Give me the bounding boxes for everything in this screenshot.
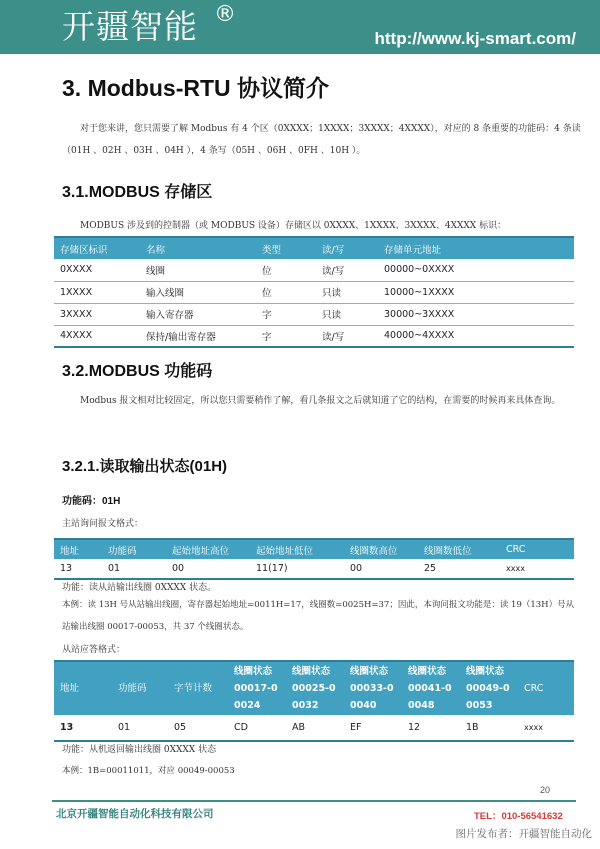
section-3-2-1-heading: 3.2.1.读取输出状态(01H) <box>62 458 228 475</box>
table-cell: 只读 <box>316 281 378 303</box>
table-cell: 0XXXX <box>54 259 140 281</box>
header-line: 00025-0 <box>292 683 336 694</box>
table-header-cell: 读/写 <box>316 237 378 259</box>
query-example-text: 本例：读 13H 号从站输出线圈，寄存器起始地址=0011H=17，线圈数=0025H=37；因此，本询问报文功能是：读 19（13H）号从站输出线圈 00017-00053，共 37 个线圈状态。 <box>62 600 575 632</box>
table-cell: 1B <box>460 715 518 741</box>
header-line: 0040 <box>350 700 377 711</box>
query-frame-table <box>54 538 574 580</box>
table-header-cell: 线圈数低位 <box>418 539 500 559</box>
table-cell: 10000~1XXXX <box>378 281 574 303</box>
table-header-cell: 线圈数高位 <box>344 539 418 559</box>
table-cell: 11(17) <box>250 559 344 579</box>
table-cell: 读/写 <box>316 325 378 347</box>
section-3-2-text: Modbus 报文相对比较固定，所以您只需要稍作了解，看几条报文之后就知道了它的结构，在需要的时候再来具体查询。 <box>80 396 561 406</box>
table-header-cell: 起始地址低位 <box>250 539 344 559</box>
table-row <box>54 715 574 741</box>
table-row <box>54 281 574 303</box>
storage-area-table <box>54 236 574 348</box>
table-header-cell: 存储单元地址 <box>378 237 574 259</box>
table-cell: 输入寄存器 <box>140 303 256 325</box>
table-header-cell: 名称 <box>140 237 256 259</box>
table-cell: 01 <box>112 715 168 741</box>
table-cell: 00000~0XXXX <box>378 259 574 281</box>
table-cell: 输入线圈 <box>140 281 256 303</box>
header-line: 线圈状态 <box>292 666 331 677</box>
table-cell: 4XXXX <box>54 325 140 347</box>
footer-company-name: 北京开疆智能自动化科技有限公司 <box>56 808 214 820</box>
table-cell: xxxx <box>500 559 574 579</box>
brand-name: 开疆智能 <box>62 7 198 46</box>
section-3-1-heading: 3.1.MODBUS 存储区 <box>62 184 213 201</box>
section-3-1-text: MODBUS 涉及到的控制器（或 MODBUS 设备）存储区以 0XXXX、1XXXX、3XXXX、4XXXX 标识： <box>80 221 507 231</box>
page-number: 20 <box>540 785 551 795</box>
publisher-watermark: 图片发布者：开疆智能自动化 <box>455 828 592 840</box>
table-cell: 字 <box>256 325 316 347</box>
header-line: 0032 <box>292 700 319 711</box>
table-cell: CD <box>228 715 286 741</box>
table-header-row <box>54 539 574 559</box>
query-function-text: 功能：读从站输出线圈 0XXXX 状态。 <box>62 583 217 593</box>
registered-mark: ® <box>214 2 236 27</box>
table-header-cell: 类型 <box>256 237 316 259</box>
header-line: 00017-0 <box>234 683 278 694</box>
table-header-cell: CRC <box>500 539 574 559</box>
reply-function-text: 功能：从机返回输出线圈 0XXXX 状态 <box>62 745 217 755</box>
table-header-cell <box>402 661 460 715</box>
reply-example-text: 本例：1B=00011011，对应 00049-00053 <box>62 766 235 776</box>
table-row <box>54 325 574 347</box>
table-header-row <box>54 237 574 259</box>
table-header-cell: CRC <box>518 661 574 715</box>
function-code-label: 功能码：01H <box>62 496 121 507</box>
table-cell: 13 <box>54 559 102 579</box>
table-cell: 25 <box>418 559 500 579</box>
table-header-cell: 功能码 <box>102 539 166 559</box>
header-line: 00041-0 <box>408 683 452 694</box>
header-line: 0024 <box>234 700 261 711</box>
table-cell: 保持/输出寄存器 <box>140 325 256 347</box>
header-line: 线圈状态 <box>466 666 505 677</box>
header-line: 0048 <box>408 700 435 711</box>
footer-phone: TEL：010-56541632 <box>474 811 563 822</box>
table-header-cell <box>228 661 286 715</box>
table-cell: 05 <box>168 715 228 741</box>
table-header-cell: 字节计数 <box>168 661 228 715</box>
table-header-cell <box>460 661 518 715</box>
table-cell: 13 <box>54 715 112 741</box>
header-line: 00033-0 <box>350 683 394 694</box>
footer-divider <box>52 800 576 802</box>
table-cell: 30000~3XXXX <box>378 303 574 325</box>
page-header <box>0 0 600 54</box>
table-cell: xxxx <box>518 715 574 741</box>
table-cell: 3XXXX <box>54 303 140 325</box>
reply-format-label: 从站应答格式： <box>62 645 126 655</box>
table-cell: 40000~4XXXX <box>378 325 574 347</box>
header-line: 0053 <box>466 700 493 711</box>
table-header-cell: 功能码 <box>112 661 168 715</box>
table-header-cell: 地址 <box>54 661 112 715</box>
page-title: 3. Modbus-RTU 协议简介 <box>62 75 330 101</box>
table-cell: EF <box>344 715 402 741</box>
table-cell: 字 <box>256 303 316 325</box>
header-line: 线圈状态 <box>408 666 447 677</box>
reply-frame-table <box>54 660 574 742</box>
table-row <box>54 259 574 281</box>
table-header-row <box>54 661 574 715</box>
table-cell: 读/写 <box>316 259 378 281</box>
table-cell: 线圈 <box>140 259 256 281</box>
table-cell: AB <box>286 715 344 741</box>
table-header-cell <box>286 661 344 715</box>
table-cell: 00 <box>166 559 250 579</box>
section-3-2-heading: 3.2.MODBUS 功能码 <box>62 363 213 380</box>
intro-paragraph: 对于您来讲，您只需要了解 Modbus 有 4 个区（0XXXX；1XXXX；3XXXX；4XXXX），对应的 8 条重要的功能码：4 条读（01H 、02H 、03H 、04H ），4 条写（05H 、06H 、0FH 、10H ）。 <box>62 124 581 156</box>
table-cell: 1XXXX <box>54 281 140 303</box>
table-row <box>54 303 574 325</box>
table-row <box>54 559 574 579</box>
table-header-cell: 地址 <box>54 539 102 559</box>
table-header-cell: 存储区标识 <box>54 237 140 259</box>
table-cell: 12 <box>402 715 460 741</box>
table-header-cell <box>344 661 402 715</box>
table-cell: 01 <box>102 559 166 579</box>
query-format-label: 主站询问报文格式： <box>62 519 144 529</box>
table-cell: 只读 <box>316 303 378 325</box>
header-line: 线圈状态 <box>350 666 389 677</box>
table-cell: 00 <box>344 559 418 579</box>
table-cell: 位 <box>256 281 316 303</box>
table-header-cell: 起始地址高位 <box>166 539 250 559</box>
header-line: 线圈状态 <box>234 666 273 677</box>
website-url[interactable]: http://www.kj-smart.com/ <box>374 29 576 48</box>
header-line: 00049-0 <box>466 683 510 694</box>
table-cell: 位 <box>256 259 316 281</box>
